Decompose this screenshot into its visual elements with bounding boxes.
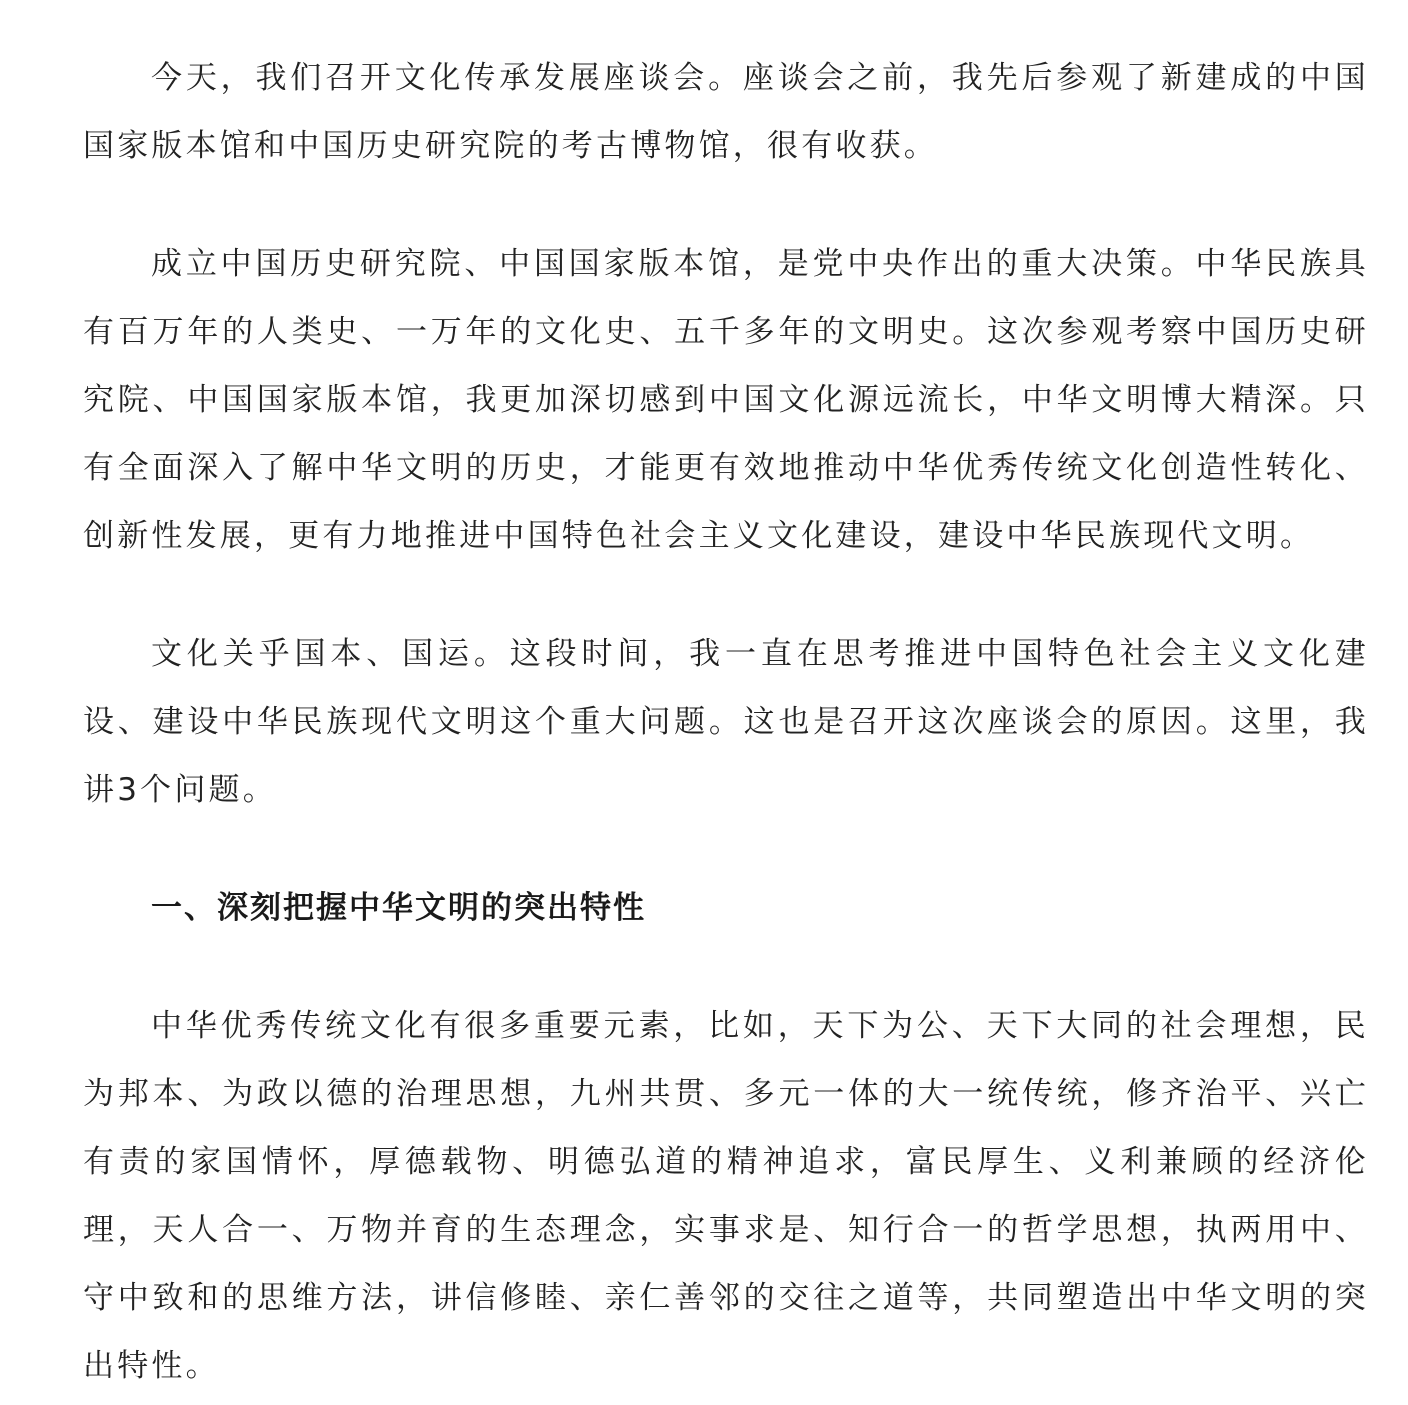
- article-body: [83, 44, 1369, 1400]
- paragraph-culture-national-fate: 文化关乎国本、国运。这段时间，我一直在思考推进中国特色社会主义文化建设、建设中华民族现代文明这个重大问题。这也是召开这次座谈会的原因。这里，我讲3个问题。: [83, 636, 1369, 808]
- paragraph-opening: 今天，我们召开文化传承发展座谈会。座谈会之前，我先后参观了新建成的中国国家版本馆和中国历史研究院的考古博物馆，很有收获。: [83, 60, 1369, 164]
- paragraph-institutes: 成立中国历史研究院、中国国家版本馆，是党中央作出的重大决策。中华民族具有百万年的人类史、一万年的文化史、五千多年的文明史。这次参观考察中国历史研究院、中国国家版本馆，我更加深切感到中国文化源远流长，中华文明博大精深。只有全面深入了解中华文明的历史，才能更有效地推动中华优秀传统文化创造性转化、创新性发展，更有力地推进中国特色社会主义文化建设，建设中华民族现代文明。: [83, 246, 1369, 554]
- section-heading: 一、深刻把握中华文明的突出特性: [151, 890, 646, 926]
- paragraph-traditional-elements: 中华优秀传统文化有很多重要元素，比如，天下为公、天下大同的社会理想，民为邦本、为政以德的治理思想，九州共贯、多元一体的大一统传统，修齐治平、兴亡有责的家国情怀，厚德载物、明德弘道的精神追求，富民厚生、义利兼顾的经济伦理，天人合一、万物并育的生态理念，实事求是、知行合一的哲学思想，执两用中、守中致和的思维方法，讲信修睦、亲仁善邻的交往之道等，共同塑造出中华文明的突出特性。: [83, 1008, 1369, 1384]
